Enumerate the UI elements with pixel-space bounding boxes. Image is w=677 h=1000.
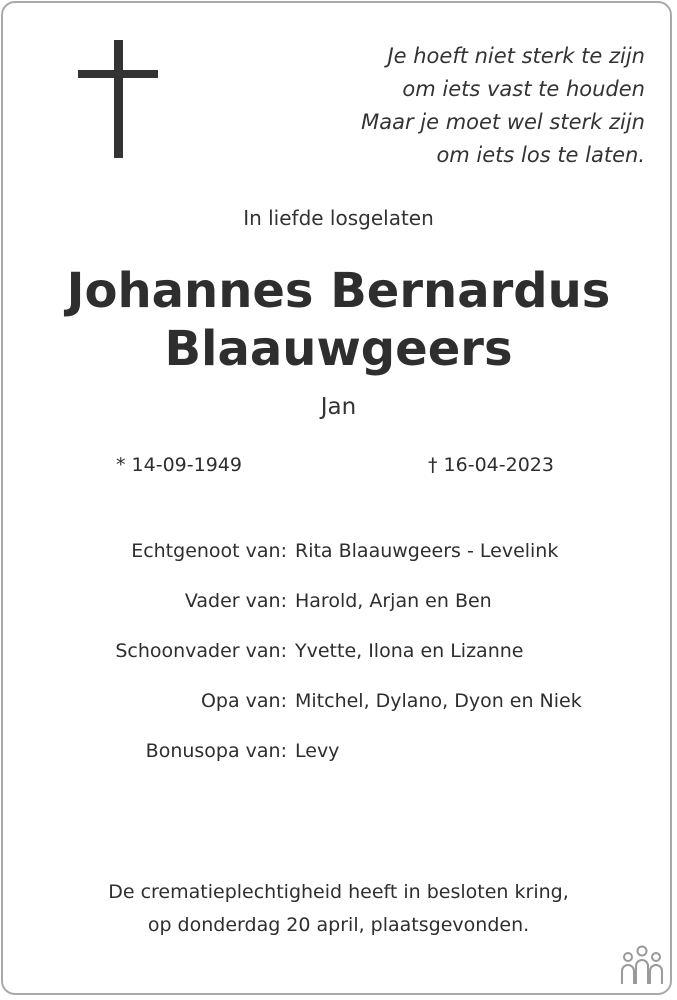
name-line-1: Johannes Bernardus [66,263,611,319]
relation-label: Bonusopa van: [145,740,287,762]
death-date: † 16-04-2023 [428,454,554,476]
relation-label: Opa van: [200,690,287,712]
relation-value: Mitchel, Dylano, Dyon en Niek [295,690,582,712]
relation-row [0,540,677,570]
relation-label: Vader van: [184,590,287,612]
relation-value: Rita Blaauwgeers - Levelink [295,540,559,562]
people-group-icon [618,944,666,986]
relation-row [0,740,677,770]
relation-value: Levy [295,740,340,762]
closing-line: De crematieplechtigheid heeft in besloten kring, [108,881,569,903]
relation-row [0,690,677,720]
intro-text: In liefde losgelaten [243,206,434,230]
birth-date: * 14-09-1949 [116,454,242,476]
poem-line: om iets los te laten. [436,143,645,167]
poem-line: Maar je moet wel sterk zijn [361,110,645,134]
relation-row [0,590,677,620]
relation-value: Harold, Arjan en Ben [295,590,492,612]
cross-icon [78,40,158,158]
closing-line: op donderdag 20 april, plaatsgevonden. [147,914,530,936]
relation-value: Yvette, Ilona en Lizanne [295,640,524,662]
name-line-2: Blaauwgeers [164,321,513,377]
poem-line: om iets vast te houden [402,77,645,101]
relation-label: Echtgenoot van: [131,540,287,562]
relation-row [0,640,677,670]
poem-line: Je hoeft niet sterk te zijn [387,44,645,68]
relation-label: Schoonvader van: [115,640,287,662]
deceased-name [0,262,677,378]
nickname: Jan [320,394,357,420]
closing-text [0,876,677,942]
poem [305,40,645,172]
